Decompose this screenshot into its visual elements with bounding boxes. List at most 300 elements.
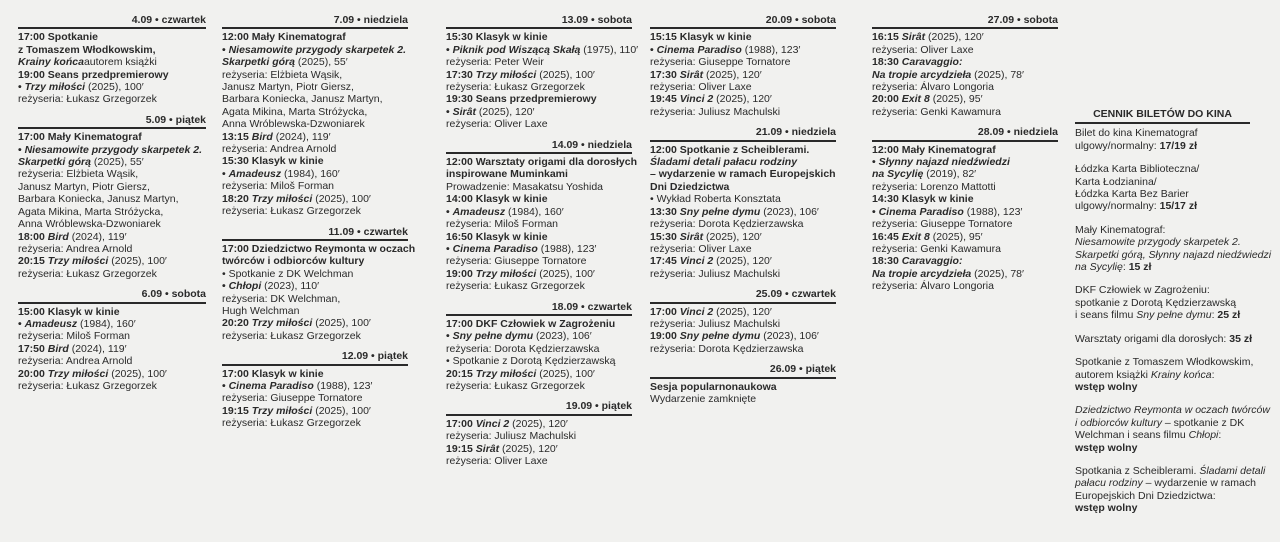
text-run: Trzy miłości: [251, 317, 313, 330]
event-line: [872, 181, 1058, 193]
event-line: [446, 81, 632, 93]
event-line: [222, 155, 408, 167]
text-run: Exit 8: [901, 93, 930, 106]
text-run: reżyseria: Elżbieta Wąsik,: [222, 68, 343, 81]
text-run: 14:30 Klasyk w kinie: [872, 193, 974, 206]
text-run: reżyseria: Łukasz Grzegorzek: [222, 417, 361, 430]
event-line: [650, 218, 836, 230]
day-block: [650, 363, 836, 405]
text-run: Amadeusz: [452, 205, 506, 218]
event-line: [18, 306, 206, 318]
text-run: reżyseria: Oliver Laxe: [650, 242, 752, 255]
text-run: reżyseria: Juliusz Machulski: [650, 105, 781, 118]
text-run: (2025), 100′: [312, 192, 371, 205]
event-line: [222, 168, 408, 180]
text-run: Piknik pod Wiszącą Skałą: [452, 43, 581, 56]
event-line: [446, 355, 632, 367]
text-run: Słynny najazd niedźwiedzi: [878, 156, 1010, 169]
text-run: wstęp wolny: [1075, 502, 1138, 515]
event-line: [18, 144, 206, 156]
text-run: reżyseria: Łukasz Grzegorzek: [222, 205, 361, 218]
text-run: reżyseria: Miloš Forman: [18, 330, 131, 343]
text-run: 17:50: [18, 342, 48, 355]
text-run: 20:00: [872, 93, 902, 106]
text-run: • Spotkanie z Dorotą Kędzierzawską: [446, 355, 616, 368]
event-line: [872, 156, 1058, 168]
event-line: [650, 318, 836, 330]
text-run: Welchman i seans filmu: [1075, 429, 1189, 442]
event-line: [222, 417, 408, 429]
text-run: Caravaggio:: [901, 255, 963, 268]
text-run: 20:15: [446, 367, 476, 380]
event-line: [650, 306, 836, 318]
text-run: reżyseria: Juliusz Machulski: [650, 267, 781, 280]
event-line: [18, 181, 206, 193]
price-line: [1075, 248, 1272, 261]
event-line: [446, 330, 632, 342]
event-line: [18, 255, 206, 267]
text-run: reżyseria: Oliver Laxe: [446, 455, 548, 467]
schedule-column-3: [446, 14, 639, 475]
text-run: Trzy miłości: [251, 192, 313, 205]
price-list-title: CENNIK BILETÓW DO KINA: [1075, 108, 1250, 124]
text-run: Chłopi: [228, 280, 262, 293]
text-run: 19:00: [446, 267, 476, 280]
event-line: [18, 231, 206, 243]
text-run: Łódzka Karta Bez Barier: [1075, 188, 1189, 201]
text-run: 19:00 Seans przedpremierowy: [18, 68, 169, 81]
text-run: reżyseria: Łukasz Grzegorzek: [446, 81, 585, 94]
price-line: [1075, 442, 1250, 454]
text-run: Skarpetki górą: [18, 156, 91, 169]
event-line: [18, 156, 206, 168]
event-line: [446, 106, 632, 118]
text-run: 17:00: [650, 305, 680, 318]
text-run: (1988), 123′: [313, 379, 373, 392]
text-run: •: [872, 205, 879, 218]
text-run: reżyseria: Dorota Kędzierzawska: [650, 342, 804, 355]
event-line: [650, 69, 836, 81]
event-line: [18, 44, 206, 56]
event-line: [18, 69, 206, 81]
schedule-column-1: [18, 14, 206, 400]
price-line: [1075, 332, 1253, 345]
text-run: Trzy miłości: [475, 267, 537, 280]
event-line: [872, 231, 1058, 243]
text-run: ulgowy/normalny:: [1075, 139, 1160, 152]
event-line: [18, 193, 206, 205]
event-line: [446, 418, 632, 430]
text-run: (1984), 160′: [77, 317, 136, 330]
event-line: [446, 156, 638, 169]
event-line: [872, 44, 1058, 56]
text-run: :: [1211, 368, 1215, 381]
text-run: Amadeusz: [24, 317, 78, 330]
text-run: reżyseria: Andrea Arnold: [18, 355, 133, 368]
text-run: reżyseria: Peter Weir: [446, 56, 544, 69]
event-line: [222, 44, 408, 56]
text-run: Barbara Koniecka, Janusz Martyn,: [18, 193, 179, 206]
text-run: Mały Kinematograf:: [1075, 223, 1166, 236]
event-line: [446, 56, 632, 68]
text-run: 17:30: [650, 68, 680, 81]
text-run: 17:00 Mały Kinematograf: [18, 131, 142, 144]
event-line: [18, 168, 206, 180]
text-run: 12:00 Mały Kinematograf: [222, 31, 346, 44]
text-run: reżyseria: Giuseppe Tornatore: [446, 255, 587, 268]
text-run: wstęp wolny: [1075, 380, 1138, 393]
text-run: reżyseria: Álvaro Longoria: [872, 280, 994, 293]
text-run: Niesamowite przygody skarpetek 2.: [24, 143, 202, 156]
event-line: [446, 193, 632, 205]
text-run: reżyseria: Giuseppe Tornatore: [872, 218, 1013, 231]
event-line: [650, 231, 836, 243]
price-line: [1075, 127, 1250, 139]
schedule-column-5: [872, 14, 1058, 301]
event-line: [650, 81, 836, 93]
text-run: :: [1211, 309, 1218, 322]
text-run: (2025), 100′: [312, 317, 371, 330]
text-run: 15:00 Klasyk w kinie: [18, 305, 120, 318]
event-line: [446, 368, 632, 380]
event-line: [222, 380, 408, 392]
text-run: 16:50 Klasyk w kinie: [446, 230, 548, 243]
text-run: Bilet do kina Kinematograf: [1075, 127, 1198, 140]
price-block: [1075, 356, 1254, 393]
day-header: 12.09 • piątek: [222, 350, 408, 365]
event-line: [446, 380, 632, 392]
text-run: (2023), 106′: [533, 330, 592, 343]
text-run: reżyseria: Oliver Laxe: [872, 43, 974, 56]
text-run: Anna Wróblewska-Dzwoniarek: [18, 218, 161, 231]
text-run: reżyseria: Elżbieta Wąsik,: [18, 168, 139, 181]
text-run: (2025), 95′: [929, 230, 983, 243]
text-run: (2025), 95′: [929, 93, 983, 106]
text-run: 15:15 Klasyk w kinie: [650, 31, 752, 44]
text-run: (1984), 160′: [505, 205, 564, 218]
day-header: 27.09 • sobota: [872, 14, 1058, 29]
text-run: Vinci 2: [679, 93, 714, 106]
text-run: Bird: [251, 130, 273, 143]
text-run: Sny pełne dymu: [679, 330, 761, 343]
event-line: [872, 206, 1058, 218]
price-line: [1075, 140, 1250, 152]
text-run: Sny pełne dymu: [452, 330, 534, 343]
text-run: (2024), 119′: [68, 342, 127, 355]
text-run: Vinci 2: [475, 417, 510, 430]
event-line: [446, 243, 632, 255]
event-line: [222, 368, 408, 380]
event-line: [222, 193, 408, 205]
text-run: reżyseria: Łukasz Grzegorzek: [18, 379, 157, 392]
day-block: [446, 14, 639, 131]
event-line: [650, 343, 836, 355]
text-run: Skarpetki górą: [222, 56, 295, 69]
text-run: (1975), 110′: [580, 43, 639, 56]
text-run: Dni Dziedzictwa: [650, 180, 730, 193]
text-run: Sny pełne dymu: [1136, 309, 1212, 322]
price-line: [1075, 297, 1250, 309]
event-line: [18, 56, 206, 68]
event-line: [222, 56, 408, 68]
text-run: Trzy miłości: [475, 367, 537, 380]
text-run: • Spotkanie z DK Welchman: [222, 267, 354, 280]
schedule-column-4: [650, 14, 836, 413]
price-block: [1075, 404, 1270, 454]
text-run: •: [446, 330, 453, 343]
text-run: Cinema Paradiso: [452, 242, 538, 255]
text-run: – wydarzenie w ramach Europejskich: [650, 168, 836, 181]
price-line: [1075, 464, 1266, 477]
event-line: [18, 368, 206, 380]
event-line: [222, 280, 408, 292]
text-run: (1988), 123′: [963, 205, 1023, 218]
day-header: 14.09 • niedziela: [446, 139, 632, 154]
text-run: Śladami detali pałacu rodziny: [650, 156, 798, 169]
text-run: Europejskich Dni Dziedzictwa:: [1075, 489, 1216, 502]
text-run: 17:00 Spotkanie: [18, 31, 98, 44]
event-line: [18, 218, 206, 230]
text-run: Dziedzictwo Reymonta w oczach twórców: [1075, 404, 1270, 417]
text-run: Sirât: [901, 31, 926, 44]
price-line: [1075, 163, 1250, 175]
event-line: [872, 193, 1058, 205]
event-line: [872, 280, 1058, 292]
text-run: Cinema Paradiso: [878, 205, 964, 218]
text-run: 18:30: [872, 255, 902, 268]
day-block: [18, 114, 206, 280]
text-run: DKF Człowiek w Zagrożeniu:: [1075, 284, 1210, 297]
day-header: 26.09 • piątek: [650, 363, 836, 378]
price-block: [1075, 284, 1250, 321]
text-run: (2023), 110′: [261, 280, 320, 293]
text-run: autorem książki: [83, 56, 157, 69]
event-line: [18, 93, 206, 105]
text-run: (2024), 119′: [68, 230, 127, 243]
event-line: [446, 455, 632, 467]
text-run: Śladami detali: [1199, 464, 1266, 477]
event-line: [222, 242, 416, 255]
text-run: (2025), 120′: [713, 93, 772, 106]
event-line: [222, 69, 408, 81]
text-run: Vinci 2: [679, 305, 714, 318]
text-run: Trzy miłości: [24, 81, 86, 94]
event-line: [650, 206, 836, 218]
text-run: •: [222, 167, 229, 180]
text-run: Spotkanie z Tomaszem Włodkowskim,: [1075, 356, 1254, 369]
event-line: [650, 44, 836, 56]
event-line: [446, 318, 632, 330]
event-line: [446, 168, 632, 180]
event-line: [872, 69, 1058, 81]
event-line: [446, 218, 632, 230]
text-run: 19:15: [222, 404, 252, 417]
text-run: •: [18, 143, 25, 156]
price-block: [1075, 127, 1250, 152]
text-run: reżyseria: Łukasz Grzegorzek: [446, 280, 585, 293]
text-run: 20:00: [18, 367, 48, 380]
text-run: (2025), 120′: [925, 31, 984, 44]
text-run: •: [446, 43, 453, 56]
day-block: [446, 138, 638, 293]
event-line: [222, 131, 408, 143]
text-run: 15:30 Klasyk w kinie: [446, 31, 548, 44]
event-line: [446, 268, 632, 280]
day-header: 28.09 • niedziela: [872, 126, 1058, 141]
text-run: reżyseria: Álvaro Longoria: [872, 81, 994, 94]
text-run: autorem książki: [1075, 368, 1151, 381]
price-line: [1075, 261, 1250, 273]
text-run: (2025), 100′: [536, 267, 595, 280]
text-run: reżyseria: Łukasz Grzegorzek: [18, 93, 157, 106]
text-run: • Wykład Roberta Konsztata: [650, 193, 781, 206]
text-run: 18:30: [872, 56, 902, 69]
text-run: •: [650, 43, 657, 56]
event-line: [650, 56, 836, 68]
text-run: :: [1218, 429, 1222, 442]
text-run: 19:30 Seans przedpremierowy: [446, 93, 597, 106]
text-run: 12:00 Warsztaty origami dla dorosłych: [446, 156, 638, 169]
text-run: Agata Mikina, Marta Stróżycka,: [222, 105, 368, 118]
event-line: [872, 56, 1058, 68]
event-line: [18, 81, 206, 93]
price-line: [1075, 188, 1250, 200]
event-line: [18, 355, 206, 367]
event-line: [222, 205, 408, 217]
day-header: 13.09 • sobota: [446, 14, 632, 29]
text-run: ulgowy/normalny:: [1075, 200, 1160, 213]
text-run: (2024), 119′: [272, 130, 331, 143]
text-run: (2025), 100′: [536, 367, 595, 380]
text-run: •: [446, 242, 453, 255]
text-run: •: [446, 205, 453, 218]
text-run: 17:00: [446, 417, 476, 430]
text-run: i odbiorców kultury: [1075, 416, 1162, 429]
price-line: [1075, 224, 1250, 236]
day-block: [18, 288, 206, 392]
text-run: (2025), 55′: [294, 56, 348, 69]
text-run: (2025), 120′: [509, 417, 568, 430]
event-line: [872, 243, 1058, 255]
event-line: [446, 118, 632, 130]
event-line: [650, 393, 836, 405]
price-block: [1075, 163, 1250, 213]
text-run: reżyseria: Juliusz Machulski: [650, 317, 781, 330]
text-run: 18:20: [222, 192, 252, 205]
text-run: Anna Wróblewska-Dzwoniarek: [222, 118, 365, 131]
event-line: [222, 93, 408, 105]
text-run: reżyseria: Giuseppe Tornatore: [650, 56, 791, 69]
event-line: [222, 143, 408, 155]
text-run: Exit 8: [901, 230, 930, 243]
text-run: (2025), 100′: [312, 404, 371, 417]
event-line: [222, 268, 408, 280]
text-run: Sny pełne dymu: [679, 205, 761, 218]
text-run: (2019), 82′: [923, 168, 977, 181]
text-run: Barbara Koniecka, Janusz Martyn,: [222, 93, 383, 106]
text-run: (2025), 55′: [90, 156, 144, 169]
text-run: Trzy miłości: [47, 367, 109, 380]
text-run: 16:45: [872, 230, 902, 243]
event-line: [222, 293, 408, 305]
event-line: [872, 106, 1058, 118]
text-run: inspirowane Muminkami: [446, 168, 568, 181]
event-line: [650, 268, 836, 280]
price-list: [1075, 108, 1272, 526]
day-block: [872, 126, 1058, 292]
text-run: – wydarzenie w ramach: [1142, 477, 1256, 490]
text-run: Caravaggio:: [901, 56, 963, 69]
event-line: [650, 156, 836, 168]
event-line: [222, 330, 408, 342]
event-line: [222, 180, 408, 192]
text-run: twórców i odbiorców kultury: [222, 255, 365, 268]
text-run: reżyseria: Łukasz Grzegorzek: [446, 379, 585, 392]
text-run: Prowadzenie: Masakatsu Yoshida: [446, 180, 604, 193]
day-header: 7.09 • niedziela: [222, 14, 408, 29]
text-run: 19:00: [650, 330, 680, 343]
text-run: 20:15: [18, 255, 48, 268]
text-run: (2025), 100′: [108, 367, 167, 380]
price-block: [1075, 464, 1266, 515]
event-line: [222, 305, 408, 317]
event-line: [446, 181, 632, 193]
text-run: •: [222, 43, 229, 56]
day-header: 11.09 • czwartek: [222, 226, 408, 241]
day-block: [446, 301, 632, 393]
text-run: reżyseria: Andrea Arnold: [18, 242, 133, 255]
price-line: [1075, 404, 1270, 417]
event-line: [872, 218, 1058, 230]
text-run: 19:45: [650, 93, 680, 106]
event-line: [446, 31, 632, 43]
price-block: [1075, 223, 1272, 274]
text-run: (2023), 106′: [760, 205, 819, 218]
text-run: Cinema Paradiso: [228, 379, 314, 392]
event-line: [872, 144, 1058, 156]
event-line: [872, 81, 1058, 93]
price-line: [1075, 200, 1250, 212]
text-run: •: [18, 81, 25, 94]
text-run: Niesamowite przygody skarpetek 2.: [228, 43, 406, 56]
text-run: 12:00 Mały Kinematograf: [872, 143, 996, 156]
text-run: 17:00 DKF Człowiek w Zagrożeniu: [446, 317, 616, 330]
price-line: [1075, 309, 1250, 321]
text-run: reżyseria: Łukasz Grzegorzek: [222, 329, 361, 342]
price-line: [1075, 490, 1250, 502]
event-line: [18, 330, 206, 342]
day-header: 6.09 • sobota: [18, 288, 206, 303]
event-line: [446, 206, 632, 218]
text-run: Sirât: [679, 68, 704, 81]
text-run: (2025), 78′: [971, 68, 1024, 81]
event-line: [446, 255, 632, 267]
text-run: (1988), 123′: [537, 242, 597, 255]
event-line: [446, 93, 632, 105]
day-block: [650, 126, 836, 280]
text-run: •: [222, 280, 229, 293]
event-line: [18, 343, 206, 355]
text-run: Niesamowite przygody skarpetek 2.: [1075, 236, 1241, 249]
text-run: reżyseria: Miloš Forman: [446, 218, 559, 231]
text-run: Janusz Martyn, Piotr Giersz,: [18, 180, 150, 193]
text-run: reżyseria: DK Welchman,: [222, 292, 341, 305]
event-line: [222, 81, 408, 93]
price-line: [1075, 502, 1250, 514]
text-run: (1988), 123′: [741, 43, 801, 56]
text-run: 17:00 Klasyk w kinie: [222, 367, 324, 380]
event-line: [650, 193, 836, 205]
